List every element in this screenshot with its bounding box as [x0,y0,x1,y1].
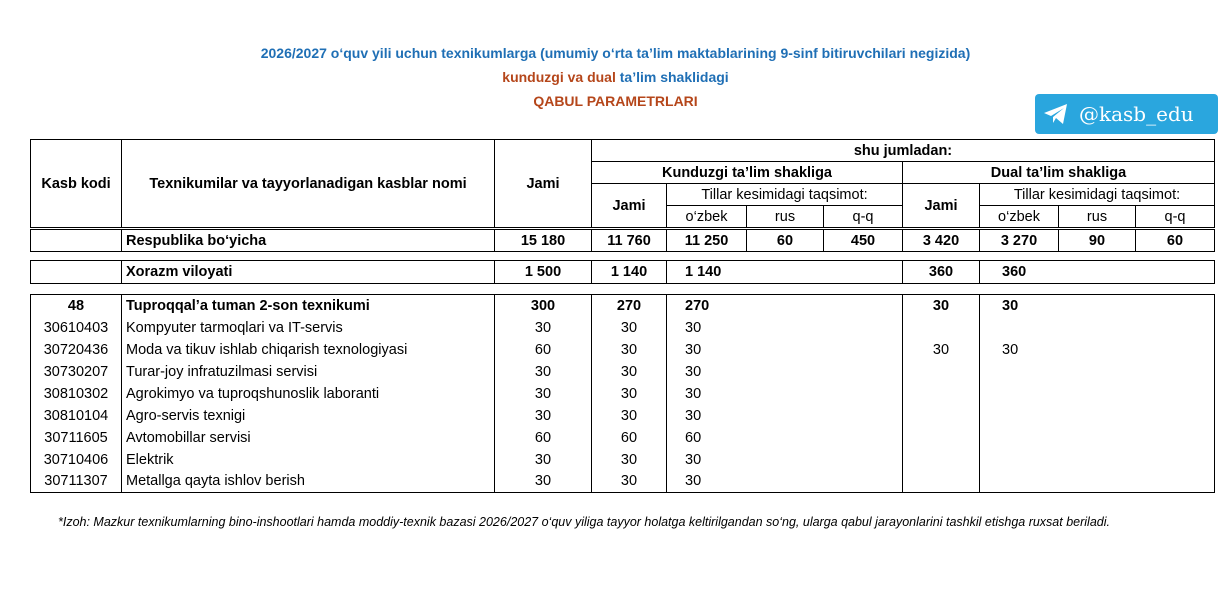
title-line-3: QABUL PARAMETRLARI [533,93,698,109]
row-jami: 30 [495,361,592,383]
table-header [30,139,1215,228]
row-jami: 30 [495,405,592,427]
respublika-row [31,230,1215,252]
row-name: Elektrik [122,449,495,471]
region-d-jami: 360 [903,261,980,284]
respublika-k-uz: 11 250 [667,230,747,252]
row-code: 30710406 [31,449,122,471]
row-k-uz: 30 [667,405,903,427]
title-line-1: 2026/2027 o‘quv yili uchun texnikumlarga (umumiy o‘rta ta’lim maktablarining 9-sinf bitiruvchilari negizida) [260,45,971,61]
col-kunduzgi-qq: q-q [824,206,903,228]
row-d-jami [903,449,980,471]
title-line-2-part-1: kunduzgi va dual [502,69,616,85]
row-d-uz [980,405,1215,427]
row-jami: 30 [495,449,592,471]
row-jami: 30 [495,317,592,339]
col-jami: Jami [495,140,592,228]
respublika-jami: 15 180 [495,230,592,252]
col-shu-jumladan: shu jumladan: [592,140,1215,162]
school-d-uz: 30 [980,295,1215,317]
school-code: 48 [31,295,122,317]
table-row [31,471,1215,493]
school-row [31,295,1215,317]
footnote: *Izoh: Mazkur texnikumlarning bino-inshootlari hamda moddiy-texnik bazasi 2026/2027 o‘quv yiliga tayyor holatga keltirilgandan so‘ng, ularga qabul jarayonlarini tashkil etishga ruxsat beriladi. [58,515,1110,529]
table-region [30,260,1215,284]
row-d-uz [980,427,1215,449]
row-k-jami: 30 [592,339,667,361]
row-k-jami: 30 [592,471,667,493]
row-d-jami [903,405,980,427]
col-kunduzgi-rus: rus [747,206,824,228]
table-row [31,405,1215,427]
row-k-uz: 30 [667,317,903,339]
row-k-uz: 30 [667,383,903,405]
table-row [31,339,1215,361]
school-name: Tuproqqal’a tuman 2-son texnikumi [122,295,495,317]
row-code: 30720436 [31,339,122,361]
table-row [31,361,1215,383]
region-row [31,261,1215,284]
row-d-jami [903,383,980,405]
col-dual-uzbek: o‘zbek [980,206,1059,228]
row-k-uz: 30 [667,361,903,383]
row-k-uz: 30 [667,339,903,361]
row-name: Turar-joy infratuzilmasi servisi [122,361,495,383]
col-kasb-kodi: Kasb kodi [31,140,122,228]
row-d-jami [903,471,980,493]
school-d-jami: 30 [903,295,980,317]
region-d-uz: 360 [980,261,1215,284]
row-d-uz: 30 [980,339,1215,361]
table-row [31,449,1215,471]
row-name: Kompyuter tarmoqlari va IT-servis [122,317,495,339]
respublika-d-jami: 3 420 [903,230,980,252]
telegram-watermark [1035,94,1218,134]
row-name: Moda va tikuv ishlab chiqarish texnologiyasi [122,339,495,361]
row-d-jami [903,361,980,383]
col-kunduzgi-tillar: Tillar kesimidagi taqsimot: [667,184,903,206]
respublika-k-qq: 450 [824,230,903,252]
row-jami: 30 [495,471,592,493]
row-k-jami: 30 [592,361,667,383]
col-kunduzgi-jami: Jami [592,184,667,228]
telegram-handle: @kasb_edu [1079,102,1194,126]
row-d-uz [980,383,1215,405]
row-name: Agro-servis texnigi [122,405,495,427]
row-code: 30711605 [31,427,122,449]
row-k-jami: 30 [592,405,667,427]
table-row [31,427,1215,449]
table-school [30,294,1215,493]
row-jami: 60 [495,339,592,361]
table-row [31,317,1215,339]
respublika-d-uz: 3 270 [980,230,1059,252]
region-k-uz: 1 140 [667,261,903,284]
col-dual-qq: q-q [1136,206,1215,228]
row-name: Metallga qayta ishlov berish [122,471,495,493]
respublika-name: Respublika bo‘yicha [122,230,495,252]
row-k-uz: 30 [667,449,903,471]
col-dual-jami: Jami [903,184,980,228]
school-k-jami: 270 [592,295,667,317]
row-k-jami: 30 [592,383,667,405]
row-k-uz: 30 [667,471,903,493]
title-line-2 [0,69,1231,85]
table-respublika [30,229,1215,252]
row-k-jami: 30 [592,317,667,339]
row-d-jami [903,427,980,449]
respublika-d-rus: 90 [1059,230,1136,252]
region-name: Xorazm viloyati [122,261,495,284]
row-code: 30610403 [31,317,122,339]
row-jami: 30 [495,383,592,405]
row-code: 30810302 [31,383,122,405]
row-jami: 60 [495,427,592,449]
col-dual: Dual ta’lim shakliga [903,162,1215,184]
respublika-k-rus: 60 [747,230,824,252]
row-code: 30810104 [31,405,122,427]
row-k-uz: 60 [667,427,903,449]
table-row [31,383,1215,405]
region-k-jami: 1 140 [592,261,667,284]
col-dual-tillar: Tillar kesimidagi taqsimot: [980,184,1215,206]
row-k-jami: 30 [592,449,667,471]
col-nomi: Texnikumilar va tayyorlanadigan kasblar nomi [122,140,495,228]
row-code: 30711307 [31,471,122,493]
row-d-uz [980,471,1215,493]
title-line-2-part-2: ta’lim shaklidagi [615,69,729,85]
col-kunduzgi-uzbek: o‘zbek [667,206,747,228]
respublika-k-jami: 11 760 [592,230,667,252]
row-k-jami: 60 [592,427,667,449]
row-d-uz [980,317,1215,339]
school-jami: 300 [495,295,592,317]
row-name: Agrokimyo va tuproqshunoslik laboranti [122,383,495,405]
col-dual-rus: rus [1059,206,1136,228]
respublika-d-qq: 60 [1136,230,1215,252]
school-k-uz: 270 [667,295,903,317]
region-jami: 1 500 [495,261,592,284]
row-d-uz [980,361,1215,383]
row-d-jami: 30 [903,339,980,361]
row-name: Avtomobillar servisi [122,427,495,449]
row-code: 30730207 [31,361,122,383]
row-d-uz [980,449,1215,471]
col-kunduzgi: Kunduzgi ta’lim shakliga [592,162,903,184]
telegram-icon [1043,103,1069,125]
row-d-jami [903,317,980,339]
